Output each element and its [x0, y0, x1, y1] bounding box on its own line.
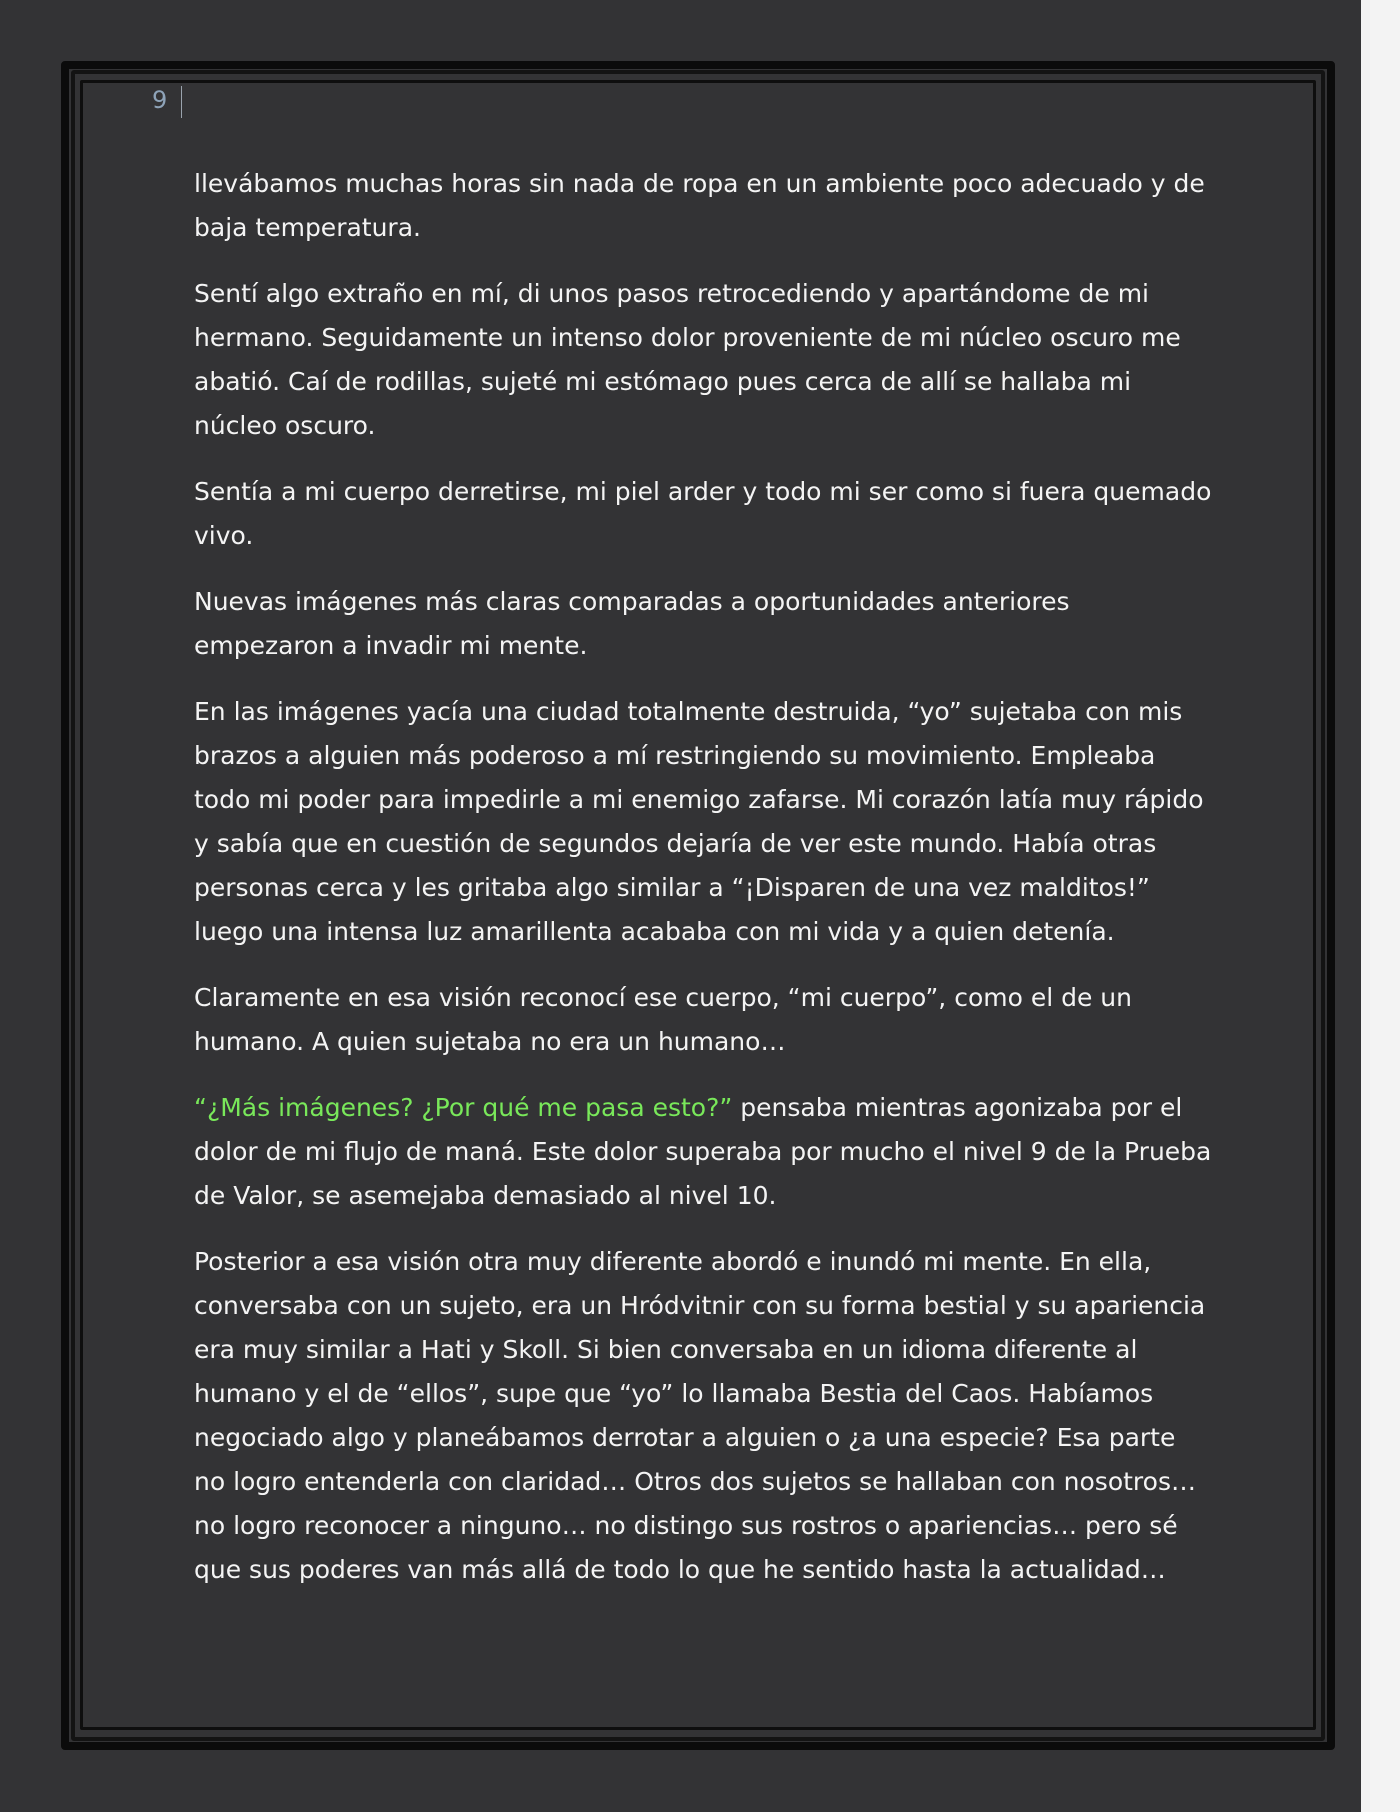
paragraph-3: Sentía a mi cuerpo derretirse, mi piel arder y todo mi ser como si fuera quemado vivo. [194, 477, 1212, 550]
paragraph-1: llevábamos muchas horas sin nada de ropa en un ambiente poco adecuado y de baja temperatura. [194, 169, 1205, 242]
paragraph-5: En las imágenes yacía una ciudad totalmente destruida, “yo” sujetaba con mis brazos a alguien más poderoso a mí restringiendo su movimiento. Empleaba todo mi poder para impedirle a mi enemigo zafarse. Mi corazón latía muy rápido y sabía que en cuestión de segundos dejaría de ver este mundo. Había otras personas cerca y les gritaba algo similar a “¡Disparen de una vez malditos!” luego una intensa luz amarillenta acababa con mi vida y a quien detenía. [194, 697, 1204, 946]
chapter-text [194, 162, 1214, 1614]
page-number-divider [181, 86, 182, 118]
paragraph-7 [194, 1086, 1214, 1218]
paragraph-7-text: pensaba mientras agonizaba por el dolor de mi flujo de maná. Este dolor superaba por mucho el nivel 9 de la Prueba de Valor, se asemejaba demasiado al nivel 10. [194, 1093, 1212, 1210]
page-number: 9 [152, 86, 168, 114]
paragraph-4: Nuevas imágenes más claras comparadas a oportunidades anteriores empezaron a invadir mi mente. [194, 587, 1070, 660]
viewer-scrollbar-track[interactable] [1361, 0, 1400, 1812]
inner-thought-text: “¿Más imágenes? ¿Por qué me pasa esto?” [194, 1093, 733, 1122]
paragraph-2: Sentí algo extraño en mí, di unos pasos retrocediendo y apartándome de mi hermano. Seguidamente un intenso dolor proveniente de mi núcleo oscuro me abatió. Caí de rodillas, sujeté mi estómago pues cerca de allí se hallaba mi núcleo oscuro. [194, 279, 1181, 440]
paragraph-8: Posterior a esa visión otra muy diferente abordó e inundó mi mente. En ella, conversaba con un sujeto, era un Hródvitnir con su forma bestial y su apariencia era muy similar a Hati y Skoll. Si bien conversaba en un idioma diferente al humano y el de “ellos”, supe que “yo” lo llamaba Bestia del Caos. Habíamos negociado algo y planeábamos derrotar a alguien o ¿a una especie? Esa parte no logro entenderla con claridad… Otros dos sujetos se hallaban con nosotros… no logro reconocer a ninguno… no distingo sus rostros o apariencias… pero sé que sus poderes van más allá de todo lo que he sentido hasta la actualidad… [194, 1247, 1206, 1584]
paragraph-6: Claramente en esa visión reconocí ese cuerpo, “mi cuerpo”, como el de un humano. A quien sujetaba no era un humano… [194, 983, 1133, 1056]
